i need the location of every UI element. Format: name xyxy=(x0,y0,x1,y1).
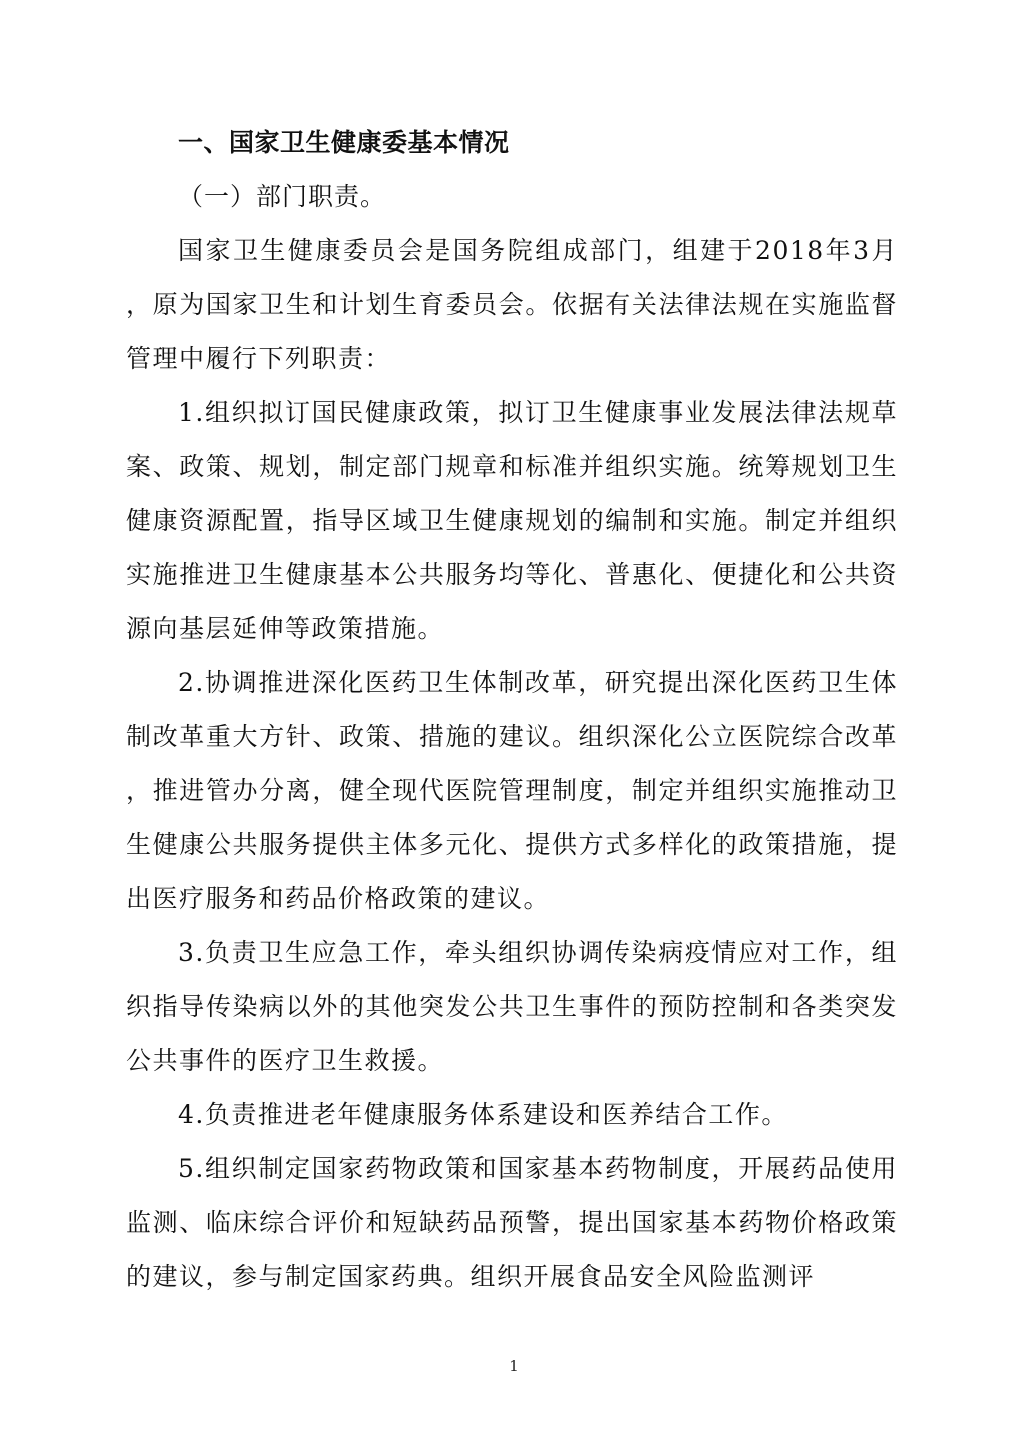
paragraph-duty-4: 4.负责推进老年健康服务体系建设和医养结合工作。 xyxy=(178,1100,788,1129)
document-body xyxy=(126,116,898,1304)
page-number: 1 xyxy=(509,1357,519,1375)
section-heading: 一、国家卫生健康委基本情况 xyxy=(178,128,510,157)
paragraph-duty-5: 5.组织制定国家药物政策和国家基本药物制度，开展药品使用监测、临床综合评价和短缺药品预警，提出国家基本药物价格政策的建议，参与制定国家药典。组织开展食品安全风险监测评 xyxy=(126,1154,898,1291)
paragraph-duty-2: 2.协调推进深化医药卫生体制改革，研究提出深化医药卫生体制改革重大方针、政策、措施的建议。组织深化公立医院综合改革，推进管办分离，健全现代医院管理制度，制定并组织实施推动卫生健康公共服务提供主体多元化、提供方式多样化的政策措施，提出医疗服务和药品价格政策的建议。 xyxy=(126,668,898,913)
paragraph-duty-3: 3.负责卫生应急工作，牵头组织协调传染病疫情应对工作，组织指导传染病以外的其他突发公共卫生事件的预防控制和各类突发公共事件的医疗卫生救援。 xyxy=(126,938,898,1075)
subsection-heading: （一）部门职责。 xyxy=(178,182,387,211)
paragraph-intro: 国家卫生健康委员会是国务院组成部门，组建于2018年3月，原为国家卫生和计划生育委员会。依据有关法律法规在实施监督管理中履行下列职责： xyxy=(126,236,898,373)
paragraph-duty-1: 1.组织拟订国民健康政策，拟订卫生健康事业发展法律法规草案、政策、规划，制定部门规章和标准并组织实施。统筹规划卫生健康资源配置，指导区域卫生健康规划的编制和实施。制定并组织实施推进卫生健康基本公共服务均等化、普惠化、便捷化和公共资源向基层延伸等政策措施。 xyxy=(126,398,898,643)
